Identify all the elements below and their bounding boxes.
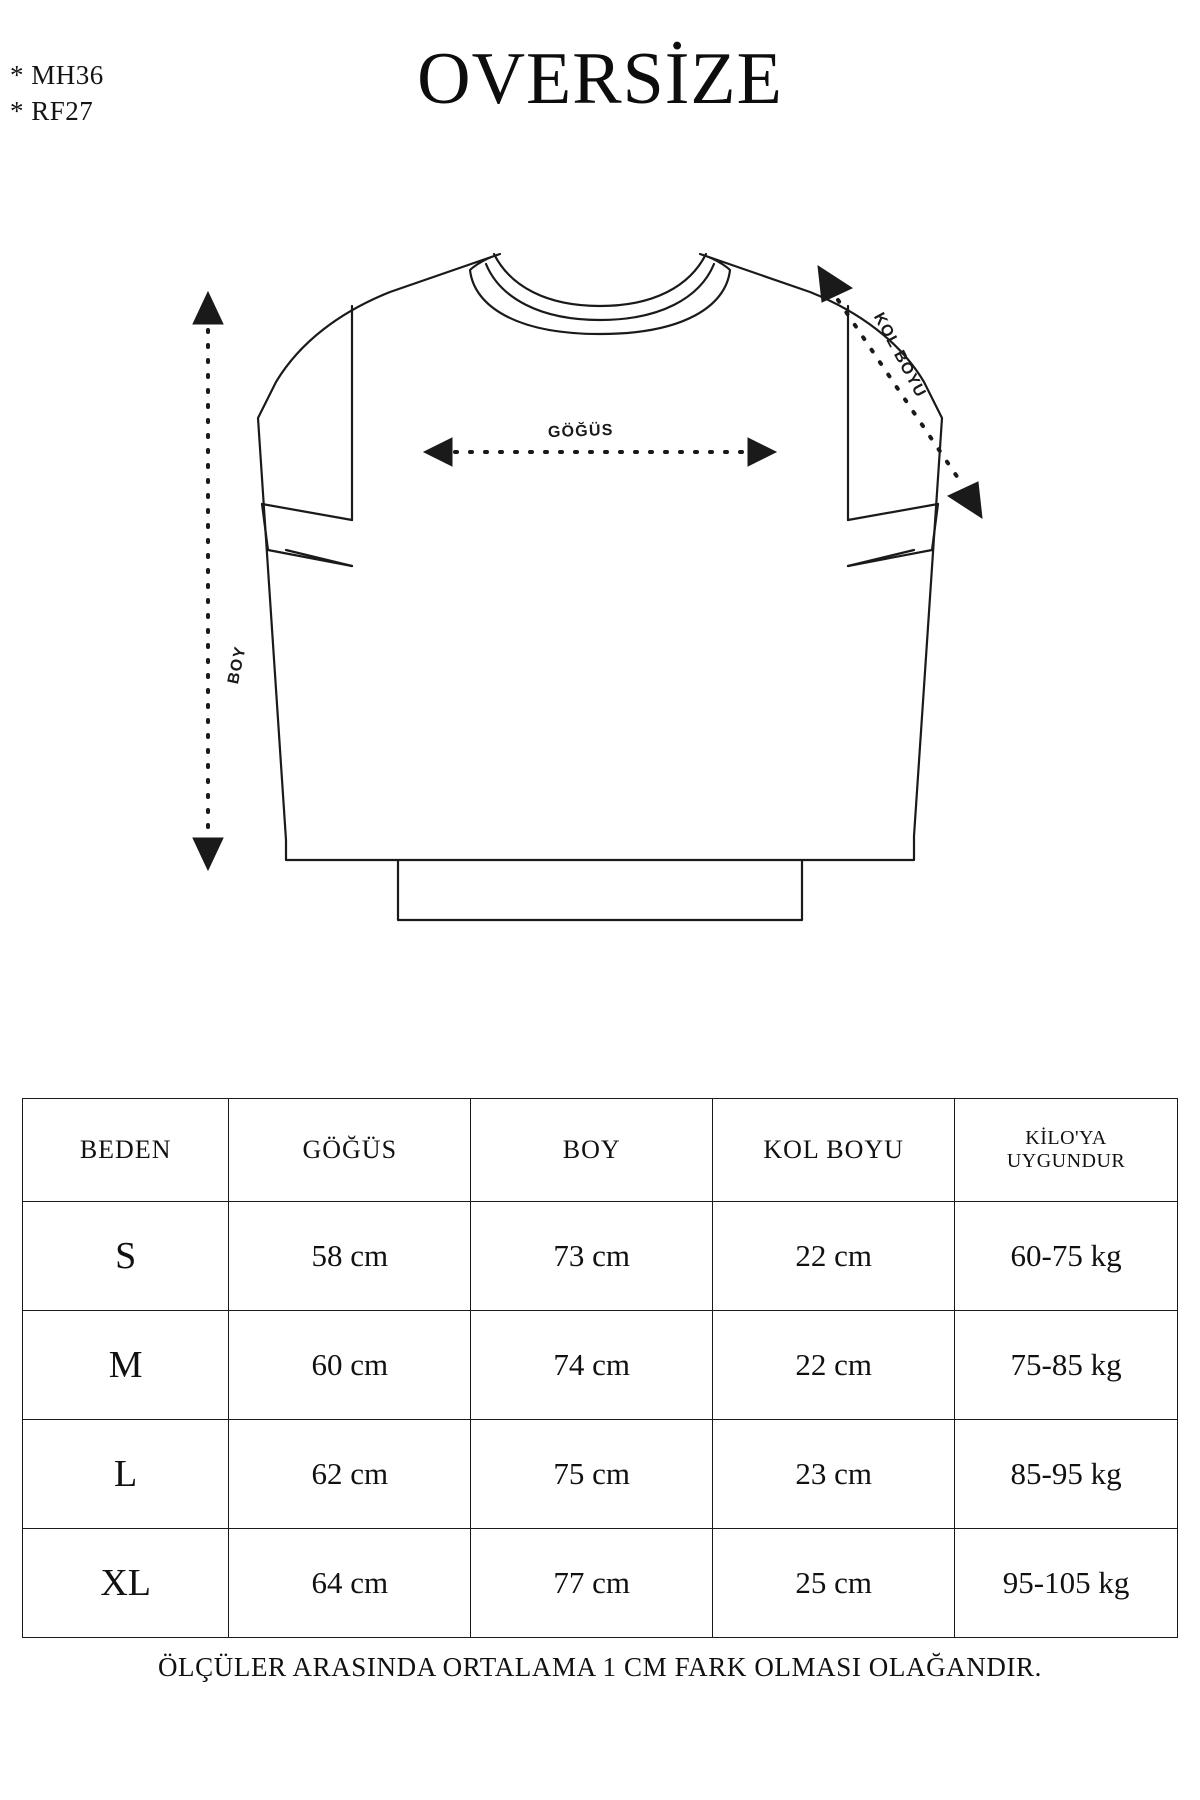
cell-beden: M (23, 1311, 229, 1420)
column-header-boy: BOY (471, 1099, 713, 1202)
size-table (22, 1098, 1178, 1638)
cell-gogus: 60 cm (229, 1311, 471, 1420)
cell-gogus: 64 cm (229, 1529, 471, 1638)
table-header-row (23, 1099, 1178, 1202)
cell-boy: 73 cm (471, 1202, 713, 1311)
cell-boy: 75 cm (471, 1420, 713, 1529)
tshirt-outline-icon (0, 220, 1200, 930)
product-code-2: * RF27 (10, 95, 94, 126)
cell-kol: 23 cm (713, 1420, 955, 1529)
cell-beden: XL (23, 1529, 229, 1638)
cell-kilo: 60-75 kg (955, 1202, 1178, 1311)
table-row (23, 1529, 1178, 1638)
column-header-beden: BEDEN (23, 1099, 229, 1202)
chest-measure-label: GÖĞÜS (547, 421, 614, 442)
cell-boy: 74 cm (471, 1311, 713, 1420)
column-header-gogus: GÖĞÜS (229, 1099, 471, 1202)
cell-kol: 22 cm (713, 1202, 955, 1311)
column-header-kilo-line2: UYGUNDUR (1006, 1150, 1126, 1172)
measurement-note: ÖLÇÜLER ARASINDA ORTALAMA 1 CM FARK OLMASI OLAĞANDIR. (157, 1652, 1043, 1682)
tshirt-diagram (0, 220, 1200, 930)
table-row (23, 1202, 1178, 1311)
table-row (23, 1420, 1178, 1529)
cell-kol: 25 cm (713, 1529, 955, 1638)
cell-boy: 77 cm (471, 1529, 713, 1638)
cell-gogus: 58 cm (229, 1202, 471, 1311)
page-title: OVERSİZE (417, 38, 783, 120)
cell-beden: L (23, 1420, 229, 1529)
cell-gogus: 62 cm (229, 1420, 471, 1529)
column-header-kilo (955, 1099, 1178, 1202)
table-row (23, 1311, 1178, 1420)
cell-kilo: 95-105 kg (955, 1529, 1178, 1638)
sleeve-measure-label: KOL BOYU (869, 310, 930, 401)
column-header-kilo-line1: KİLO'YA (1025, 1127, 1107, 1149)
cell-beden: S (23, 1202, 229, 1311)
product-code-1: * MH36 (10, 60, 104, 90)
length-measure-label: BOY (225, 644, 250, 686)
cell-kilo: 85-95 kg (955, 1420, 1178, 1529)
cell-kol: 22 cm (713, 1311, 955, 1420)
cell-kilo: 75-85 kg (955, 1311, 1178, 1420)
size-table-wrapper (22, 1098, 1178, 1638)
column-header-kol-boyu: KOL BOYU (713, 1099, 955, 1202)
